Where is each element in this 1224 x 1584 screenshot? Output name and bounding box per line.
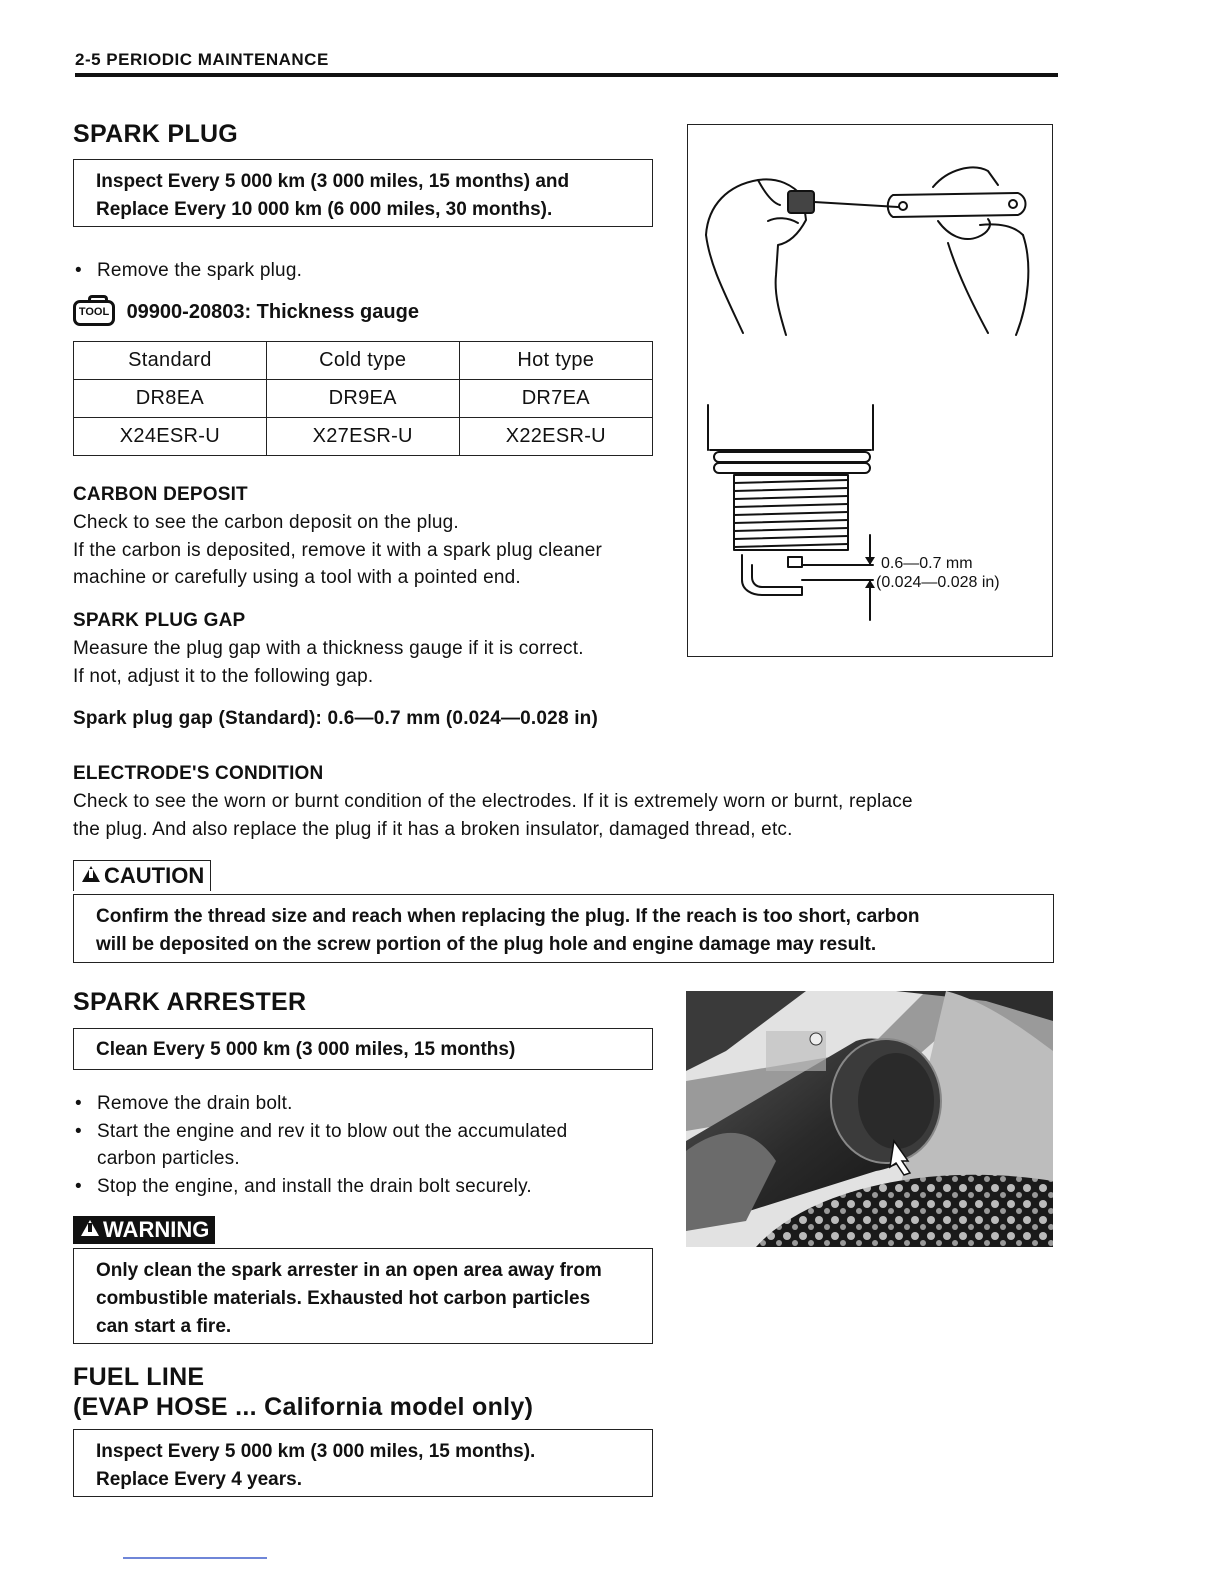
arrester-step: • Stop the engine, and install the drain bolt securely.	[73, 1173, 673, 1201]
electrode-heading: ELECTRODE'S CONDITION	[73, 763, 324, 784]
tool-line	[73, 300, 419, 326]
carbon-line: If the carbon is deposited, remove it with a spark plug cleaner	[73, 539, 603, 561]
plug-gap-heading: SPARK PLUG GAP	[73, 610, 246, 631]
carbon-line: Check to see the carbon deposit on the plug.	[73, 512, 459, 533]
fuel-interval-line: Inspect Every 5 000 km (3 000 miles, 15 months).	[96, 1441, 536, 1462]
warning-line: Only clean the spark arrester in an open area away from	[96, 1260, 602, 1281]
interval-line-1: Inspect Every 5 000 km (3 000 miles, 15 months) and	[96, 171, 570, 192]
plug-gap-spec: Spark plug gap (Standard): 0.6—0.7 mm (0.024—0.028 in)	[73, 708, 599, 729]
table-cell: DR9EA	[266, 380, 459, 418]
caution-icon	[82, 866, 100, 882]
tool-text: 09900-20803: Thickness gauge	[126, 301, 419, 324]
electrode-text	[73, 788, 1073, 843]
spark-plug-interval-box	[73, 159, 653, 227]
gap-line: Measure the plug gap with a thickness gauge if it is correct.	[73, 638, 584, 659]
spark-plug-illustration	[688, 125, 1051, 655]
gap-line: If not, adjust it to the following gap.	[73, 665, 374, 687]
fuel-line-heading-line-1: FUEL LINE	[73, 1363, 205, 1391]
tool-icon: TOOL	[73, 300, 115, 326]
spark-arrester-interval-box	[73, 1028, 653, 1070]
table-cell: DR7EA	[459, 380, 652, 418]
table-cell: DR8EA	[74, 380, 267, 418]
spark-arrester-photo-art	[686, 991, 1053, 1247]
table-cell: X22ESR-U	[459, 418, 652, 456]
electrode-line: the plug. And also replace the plug if it has a broken insulator, damaged thread, etc.	[73, 818, 793, 840]
spark-plug-figure	[687, 124, 1053, 657]
warning-label	[73, 1216, 215, 1244]
page-header: 2-5 PERIODIC MAINTENANCE	[75, 50, 329, 69]
table-row	[74, 418, 653, 456]
header-rule	[75, 73, 1058, 77]
caution-box	[73, 894, 1054, 963]
table-row	[74, 380, 653, 418]
arrester-step: • Remove the drain bolt.	[73, 1090, 673, 1118]
table-cell: X24ESR-U	[74, 418, 267, 456]
caution-label-text: CAUTION	[104, 863, 205, 888]
fuel-interval-line: Replace Every 4 years.	[96, 1469, 302, 1490]
carbon-deposit-text	[73, 509, 673, 592]
warning-icon	[81, 1220, 99, 1236]
figure-gap-mm: 0.6—0.7 mm	[881, 555, 973, 572]
spark-arrester-photo	[686, 991, 1053, 1247]
warning-line: combustible materials. Exhausted hot carbon particles	[96, 1288, 591, 1309]
caution-label	[73, 860, 211, 891]
interval-line-2: Replace Every 10 000 km (6 000 miles, 30 months).	[96, 199, 553, 220]
carbon-line: machine or carefully using a tool with a pointed end.	[73, 567, 521, 588]
plug-gap-text	[73, 635, 673, 690]
page-edge-mark	[123, 1557, 267, 1559]
caution-line: Confirm the thread size and reach when replacing the plug. If the reach is too short, carbon	[96, 906, 920, 927]
spark-arrester-heading: SPARK ARRESTER	[73, 988, 307, 1016]
fuel-line-heading	[73, 1362, 533, 1422]
carbon-deposit-heading: CARBON DEPOSIT	[73, 484, 248, 505]
spark-arrester-steps	[73, 1090, 673, 1200]
table-header-cell: Standard	[74, 342, 267, 380]
fuel-line-heading-line-2: (EVAP HOSE ... California model only)	[73, 1393, 534, 1421]
spark-plug-table	[73, 341, 653, 456]
arrester-step: • Start the engine and rev it to blow out the accumulated	[73, 1118, 673, 1146]
warning-line: can start a fire.	[96, 1316, 232, 1337]
table-cell: X27ESR-U	[266, 418, 459, 456]
remove-plug-step: • Remove the spark plug.	[73, 257, 677, 285]
figure-gap-in: (0.024—0.028 in)	[876, 574, 1000, 591]
arrester-step-continued: carbon particles.	[97, 1148, 240, 1169]
arrester-interval: Clean Every 5 000 km (3 000 miles, 15 months)	[96, 1039, 516, 1060]
fuel-line-interval-box	[73, 1429, 653, 1497]
warning-box	[73, 1248, 653, 1344]
table-header-row	[74, 342, 653, 380]
spark-plug-heading: SPARK PLUG	[73, 120, 239, 148]
warning-label-text: WARNING	[103, 1217, 210, 1242]
table-header-cell: Cold type	[266, 342, 459, 380]
electrode-line: Check to see the worn or burnt condition of the electrodes. If it is extremely worn or burnt, replace	[73, 791, 913, 812]
caution-line: will be deposited on the screw portion of the plug hole and engine damage may result.	[96, 934, 877, 955]
table-header-cell: Hot type	[459, 342, 652, 380]
